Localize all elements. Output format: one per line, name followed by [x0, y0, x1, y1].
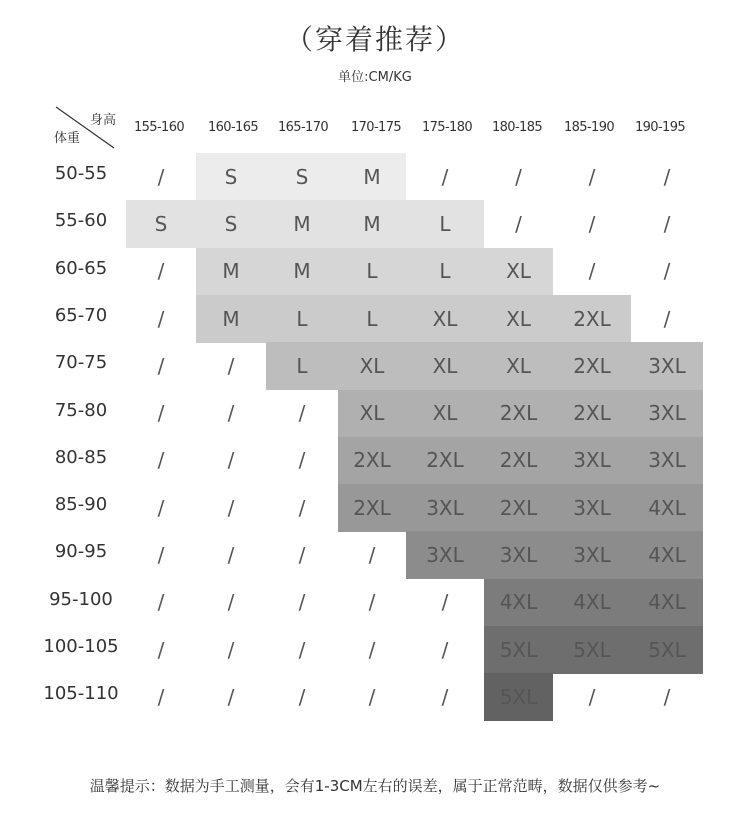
size-cell: S — [224, 211, 238, 236]
size-cell: / — [227, 401, 235, 426]
size-cell: 2XL — [499, 448, 538, 473]
size-cell: / — [663, 211, 671, 236]
unit-label: 单位:CM/KG — [338, 70, 412, 85]
size-cell: 2XL — [573, 306, 611, 331]
size-cell: M — [363, 164, 381, 189]
size-cell: / — [157, 495, 165, 520]
size-cell: / — [227, 590, 235, 615]
size-cell: / — [588, 164, 596, 189]
size-cell: / — [298, 448, 306, 473]
size-cell: / — [227, 543, 235, 568]
row-header-weight: 95-100 — [49, 588, 113, 610]
size-cell: / — [588, 211, 596, 236]
size-cell: S — [224, 164, 238, 189]
size-cell: 3XL — [648, 353, 686, 378]
size-cell: / — [441, 684, 449, 709]
size-cell: / — [157, 590, 165, 615]
size-cell: S — [154, 211, 168, 236]
row-header-weight: 75-80 — [54, 399, 108, 421]
size-cell: / — [663, 259, 671, 284]
row-header-weight: 60-65 — [54, 257, 108, 279]
size-cell: / — [441, 164, 449, 189]
size-cell: XL — [432, 306, 458, 331]
size-cell: M — [363, 211, 381, 236]
size-cell: 3XL — [426, 543, 464, 568]
size-cell: / — [298, 495, 306, 520]
size-cell: 5XL — [499, 684, 538, 709]
column-header: 185-190 — [563, 120, 615, 135]
size-cell: 4XL — [648, 590, 686, 615]
row-header-weight: 100-105 — [43, 636, 119, 657]
size-cell: / — [663, 164, 671, 189]
size-cell: / — [298, 684, 306, 709]
size-cell: 4XL — [573, 590, 611, 615]
size-cell: / — [157, 353, 165, 378]
size-cell: 3XL — [648, 401, 686, 426]
size-cell: S — [295, 164, 309, 189]
size-cell: / — [588, 684, 596, 709]
size-cell: XL — [506, 259, 531, 284]
size-cell: 3XL — [573, 448, 611, 473]
size-cell: / — [663, 684, 671, 709]
size-cell: 5XL — [499, 637, 538, 662]
size-cell: / — [227, 495, 235, 520]
size-cell: 2XL — [499, 495, 538, 520]
size-cell: L — [296, 353, 308, 378]
column-header: 180-185 — [491, 120, 543, 135]
column-header: 190-195 — [634, 120, 686, 135]
size-cell: 5XL — [573, 637, 611, 662]
size-cell: / — [441, 590, 449, 615]
size-cell: M — [293, 211, 311, 236]
size-cell: L — [439, 259, 451, 284]
size-cell: / — [157, 306, 165, 331]
size-cell: / — [157, 401, 165, 426]
size-cell: / — [298, 637, 306, 662]
row-header-weight: 85-90 — [54, 494, 108, 516]
size-cell: 2XL — [353, 495, 391, 520]
row-header-weight: 50-55 — [54, 163, 108, 184]
size-cell: / — [298, 401, 306, 426]
size-cell: / — [227, 637, 235, 662]
row-header-weight: 65-70 — [54, 304, 108, 326]
size-cell: 2XL — [573, 353, 611, 378]
size-cell: L — [439, 211, 451, 236]
size-cell: L — [296, 306, 308, 331]
row-header-weight: 105-110 — [43, 683, 119, 705]
column-header: 170-175 — [350, 120, 402, 135]
size-cell: 3XL — [499, 543, 538, 568]
size-cell: XL — [359, 353, 385, 378]
page-title: （穿着推荐） — [284, 23, 465, 56]
column-header: 165-170 — [277, 120, 329, 135]
size-cell: / — [157, 684, 165, 709]
size-cell: / — [368, 590, 376, 615]
size-cell: XL — [432, 401, 458, 426]
size-cell: XL — [506, 306, 531, 331]
size-cell: / — [227, 448, 235, 473]
size-cell: / — [368, 684, 376, 709]
size-cell: / — [298, 543, 306, 568]
size-cell: / — [515, 164, 522, 189]
row-header-weight: 55-60 — [54, 210, 108, 232]
weight-axis-label: 体重 — [54, 131, 81, 146]
size-cell: 3XL — [573, 495, 611, 520]
size-cell: / — [368, 637, 376, 662]
size-cell: / — [227, 353, 235, 378]
row-header-weight: 70-75 — [54, 352, 108, 374]
size-cell: 3XL — [426, 495, 464, 520]
size-cell: M — [293, 259, 311, 284]
size-cell: / — [298, 590, 306, 615]
size-cell: XL — [506, 353, 531, 378]
size-cell: 2XL — [353, 448, 391, 473]
height-axis-label: 身高 — [89, 113, 116, 128]
disclaimer-note: 温馨提示：数据为手工测量，会有1-3CM左右的误差，属于正常范畴，数据仅供参考~ — [89, 777, 661, 795]
size-cell: 3XL — [573, 543, 611, 568]
size-cell: 2XL — [573, 401, 611, 426]
size-cell: / — [368, 543, 376, 568]
size-cell: 4XL — [648, 495, 686, 520]
table-corner-header — [54, 105, 116, 150]
size-cell: L — [366, 259, 378, 284]
size-cell: / — [663, 306, 671, 331]
size-cell: / — [515, 211, 522, 236]
size-cell: / — [157, 448, 165, 473]
size-cell: / — [157, 164, 165, 189]
row-header-weight: 90-95 — [54, 541, 108, 563]
size-cell: / — [157, 543, 165, 568]
size-cell: XL — [359, 401, 385, 426]
size-cell: L — [366, 306, 378, 331]
size-cell: 4XL — [499, 590, 538, 615]
size-cell: 2XL — [499, 401, 538, 426]
size-cell: M — [222, 259, 240, 284]
size-cell: 4XL — [648, 543, 686, 568]
size-cell: 2XL — [426, 448, 464, 473]
size-cell: / — [227, 684, 235, 709]
size-cell: / — [441, 637, 449, 662]
size-cell: 3XL — [648, 448, 686, 473]
row-header-weight: 80-85 — [54, 446, 108, 468]
column-header: 175-180 — [421, 120, 473, 135]
size-cell: / — [588, 259, 596, 284]
size-cell: / — [157, 637, 165, 662]
column-header: 160-165 — [207, 120, 259, 135]
column-header: 155-160 — [133, 120, 185, 135]
size-cell: / — [157, 259, 165, 284]
size-cell: M — [222, 306, 240, 331]
size-cell: 5XL — [648, 637, 686, 662]
size-cell: XL — [432, 353, 458, 378]
